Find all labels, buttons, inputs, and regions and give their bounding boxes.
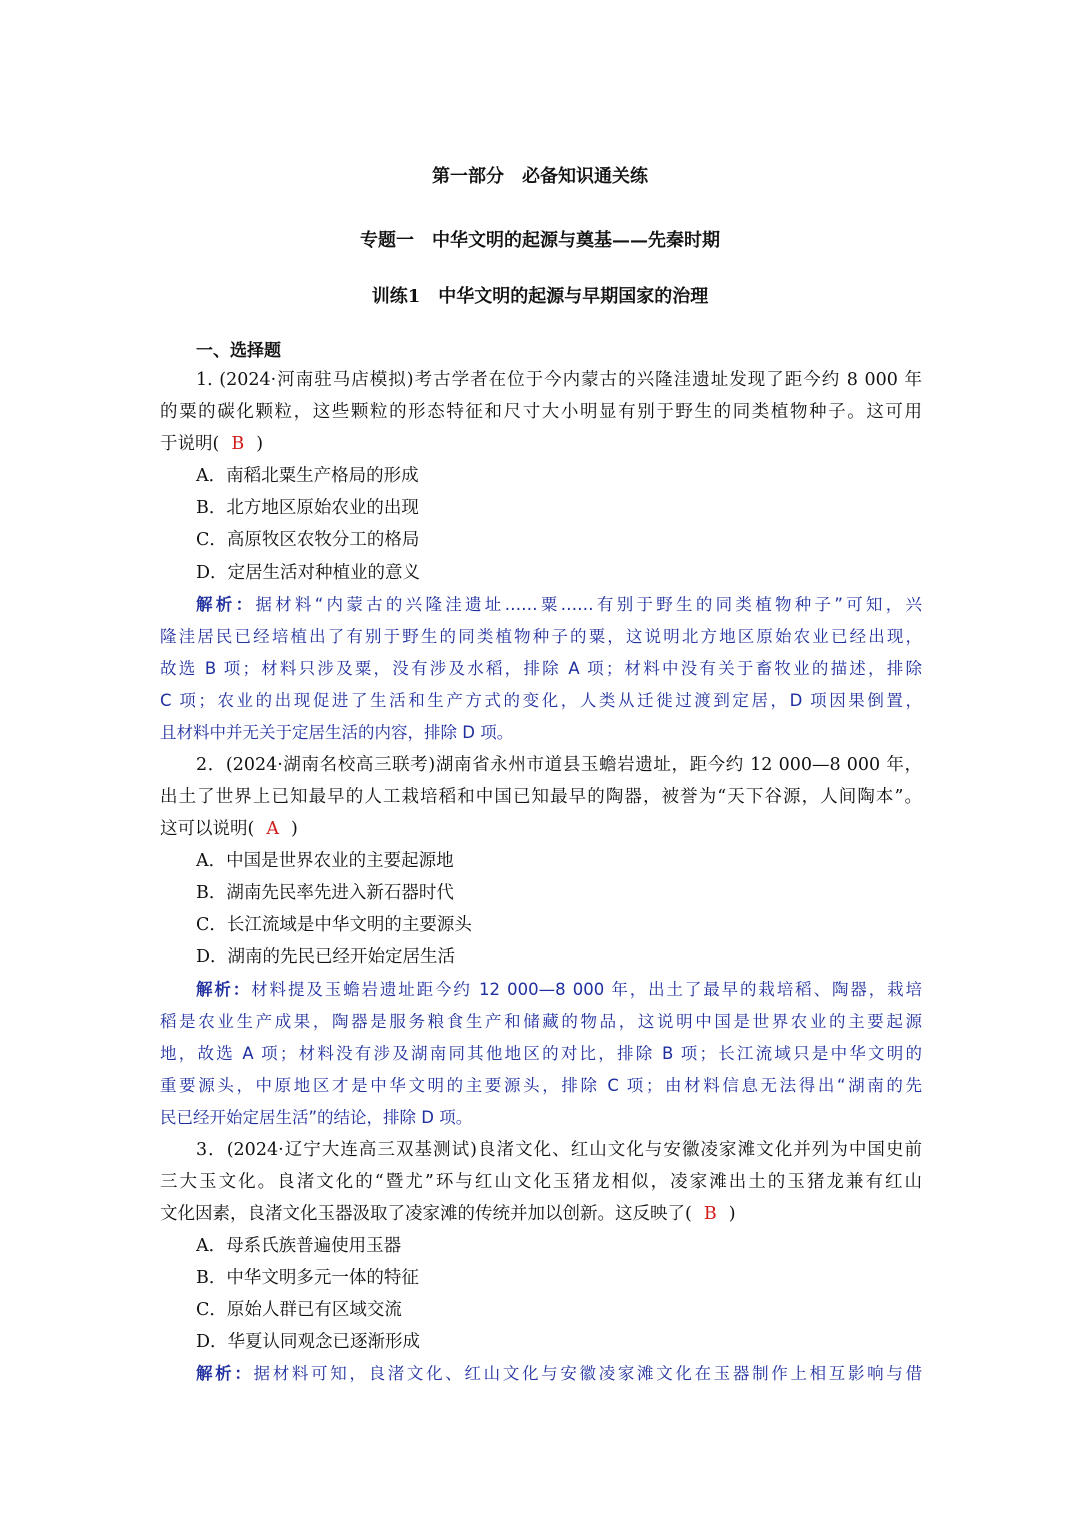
q3-analysis-line-1: 解析：据材料可知，良渚文化、红山文化与安徽凌家滩文化在玉器制作上相互影响与借 (196, 1364, 923, 1383)
q2-stem-line-1: 2．(2024·湖南名校高三联考)湖南省永州市道县玉蟾岩遗址，距今约 12 000—8 000 年， (196, 755, 922, 775)
q2-option-b: B．湖南先民率先进入新石器时代 (196, 883, 454, 903)
q3-stem-line-2: 三大玉文化。良渚文化的“暨尤”环与红山文化玉猪龙相似，凌家滩出土的玉猪龙兼有红山 (160, 1172, 922, 1192)
q2-analysis-line-4: 重要源头，中原地区才是中华文明的主要源头，排除 C 项；由材料信息无法得出“湖南的先 (160, 1076, 922, 1095)
q1-stem-line-2: 的粟的碳化颗粒，这些颗粒的形态特征和尺寸大小明显有别于野生的同类植物种子。这可用 (160, 402, 922, 422)
q2-analysis-line-5: 民已经开始定居生活”的结论，排除 D 项。 (160, 1108, 473, 1127)
q2-stem-line-3: 这可以说明( A ) (160, 819, 298, 839)
q3-option-d: D．华夏认同观念已逐渐形成 (196, 1332, 421, 1352)
q2-analysis-line-3: 地，故选 A 项；材料没有涉及湖南同其他地区的对比，排除 B 项；长江流域只是中华文明的 (160, 1044, 922, 1063)
q3-option-a: A．母系氏族普遍使用玉器 (196, 1236, 402, 1256)
q3-answer: B (703, 1204, 717, 1224)
q1-answer: B (231, 434, 245, 454)
q3-stem-line-3: 文化因素，良渚文化玉器汲取了凌家滩的传统并加以创新。这反映了( B ) (160, 1204, 736, 1224)
q1-stem-line-1: 1. (2024·河南驻马店模拟)考古学者在位于今内蒙古的兴隆洼遗址发现了距今约 8 000 年 (196, 370, 922, 390)
q2-answer: A (266, 819, 279, 839)
q3-stem-line-1: 3．(2024·辽宁大连高三双基测试)良渚文化、红山文化与安徽凌家滩文化并列为中国史前 (196, 1140, 922, 1160)
q2-option-a: A．中国是世界农业的主要起源地 (196, 851, 454, 871)
q1-analysis-line-2: 隆洼居民已经培植出了有别于野生的同类植物种子的粟，这说明北方地区原始农业已经出现， (160, 627, 922, 646)
q1-analysis-line-4: C 项；农业的出现促进了生活和生产方式的变化，人类从迁徙过渡到定居，D 项因果倒置， (160, 691, 922, 710)
q1-analysis-line-5: 且材料中并无关于定居生活的内容，排除 D 项。 (160, 723, 514, 742)
training-title: 训练1 中华文明的起源与早期国家的治理 (371, 286, 709, 307)
q1-analysis-line-3: 故选 B 项；材料只涉及粟，没有涉及水稻，排除 A 项；材料中没有关于畜牧业的描述，排除 (160, 659, 922, 678)
q1-stem-line-3: 于说明( B ) (160, 434, 264, 454)
q1-option-c: C．高原牧区农牧分工的格局 (196, 530, 420, 550)
q1-option-d: D．定居生活对种植业的意义 (196, 563, 421, 583)
q1-analysis-line-1: 解析：据材料“内蒙古的兴隆洼遗址……粟……有别于野生的同类植物种子”可知，兴 (196, 595, 922, 614)
topic-title: 专题一 中华文明的起源与奠基——先秦时期 (360, 230, 720, 251)
q2-stem-line-2: 出土了世界上已知最早的人工栽培稻和中国已知最早的陶器，被誉为“天下谷源，人间陶本”。 (160, 787, 922, 807)
q1-option-a: A．南稻北粟生产格局的形成 (196, 466, 419, 486)
part-title: 第一部分 必备知识通关练 (432, 166, 648, 187)
section-heading: 一、选择题 (196, 341, 281, 361)
q3-option-c: C．原始人群已有区域交流 (196, 1300, 402, 1320)
q2-option-c: C．长江流域是中华文明的主要源头 (196, 915, 472, 935)
q1-option-b: B．北方地区原始农业的出现 (196, 498, 419, 518)
q2-option-d: D．湖南的先民已经开始定居生活 (196, 947, 456, 967)
q2-analysis-line-1: 解析：材料提及玉蟾岩遗址距今约 12 000—8 000 年，出土了最早的栽培稻、陶器，栽培 (196, 980, 923, 999)
q2-analysis-line-2: 稻是农业生产成果，陶器是服务粮食生产和储藏的物品，这说明中国是世界农业的主要起源 (160, 1012, 922, 1031)
q3-option-b: B．中华文明多元一体的特征 (196, 1268, 419, 1288)
